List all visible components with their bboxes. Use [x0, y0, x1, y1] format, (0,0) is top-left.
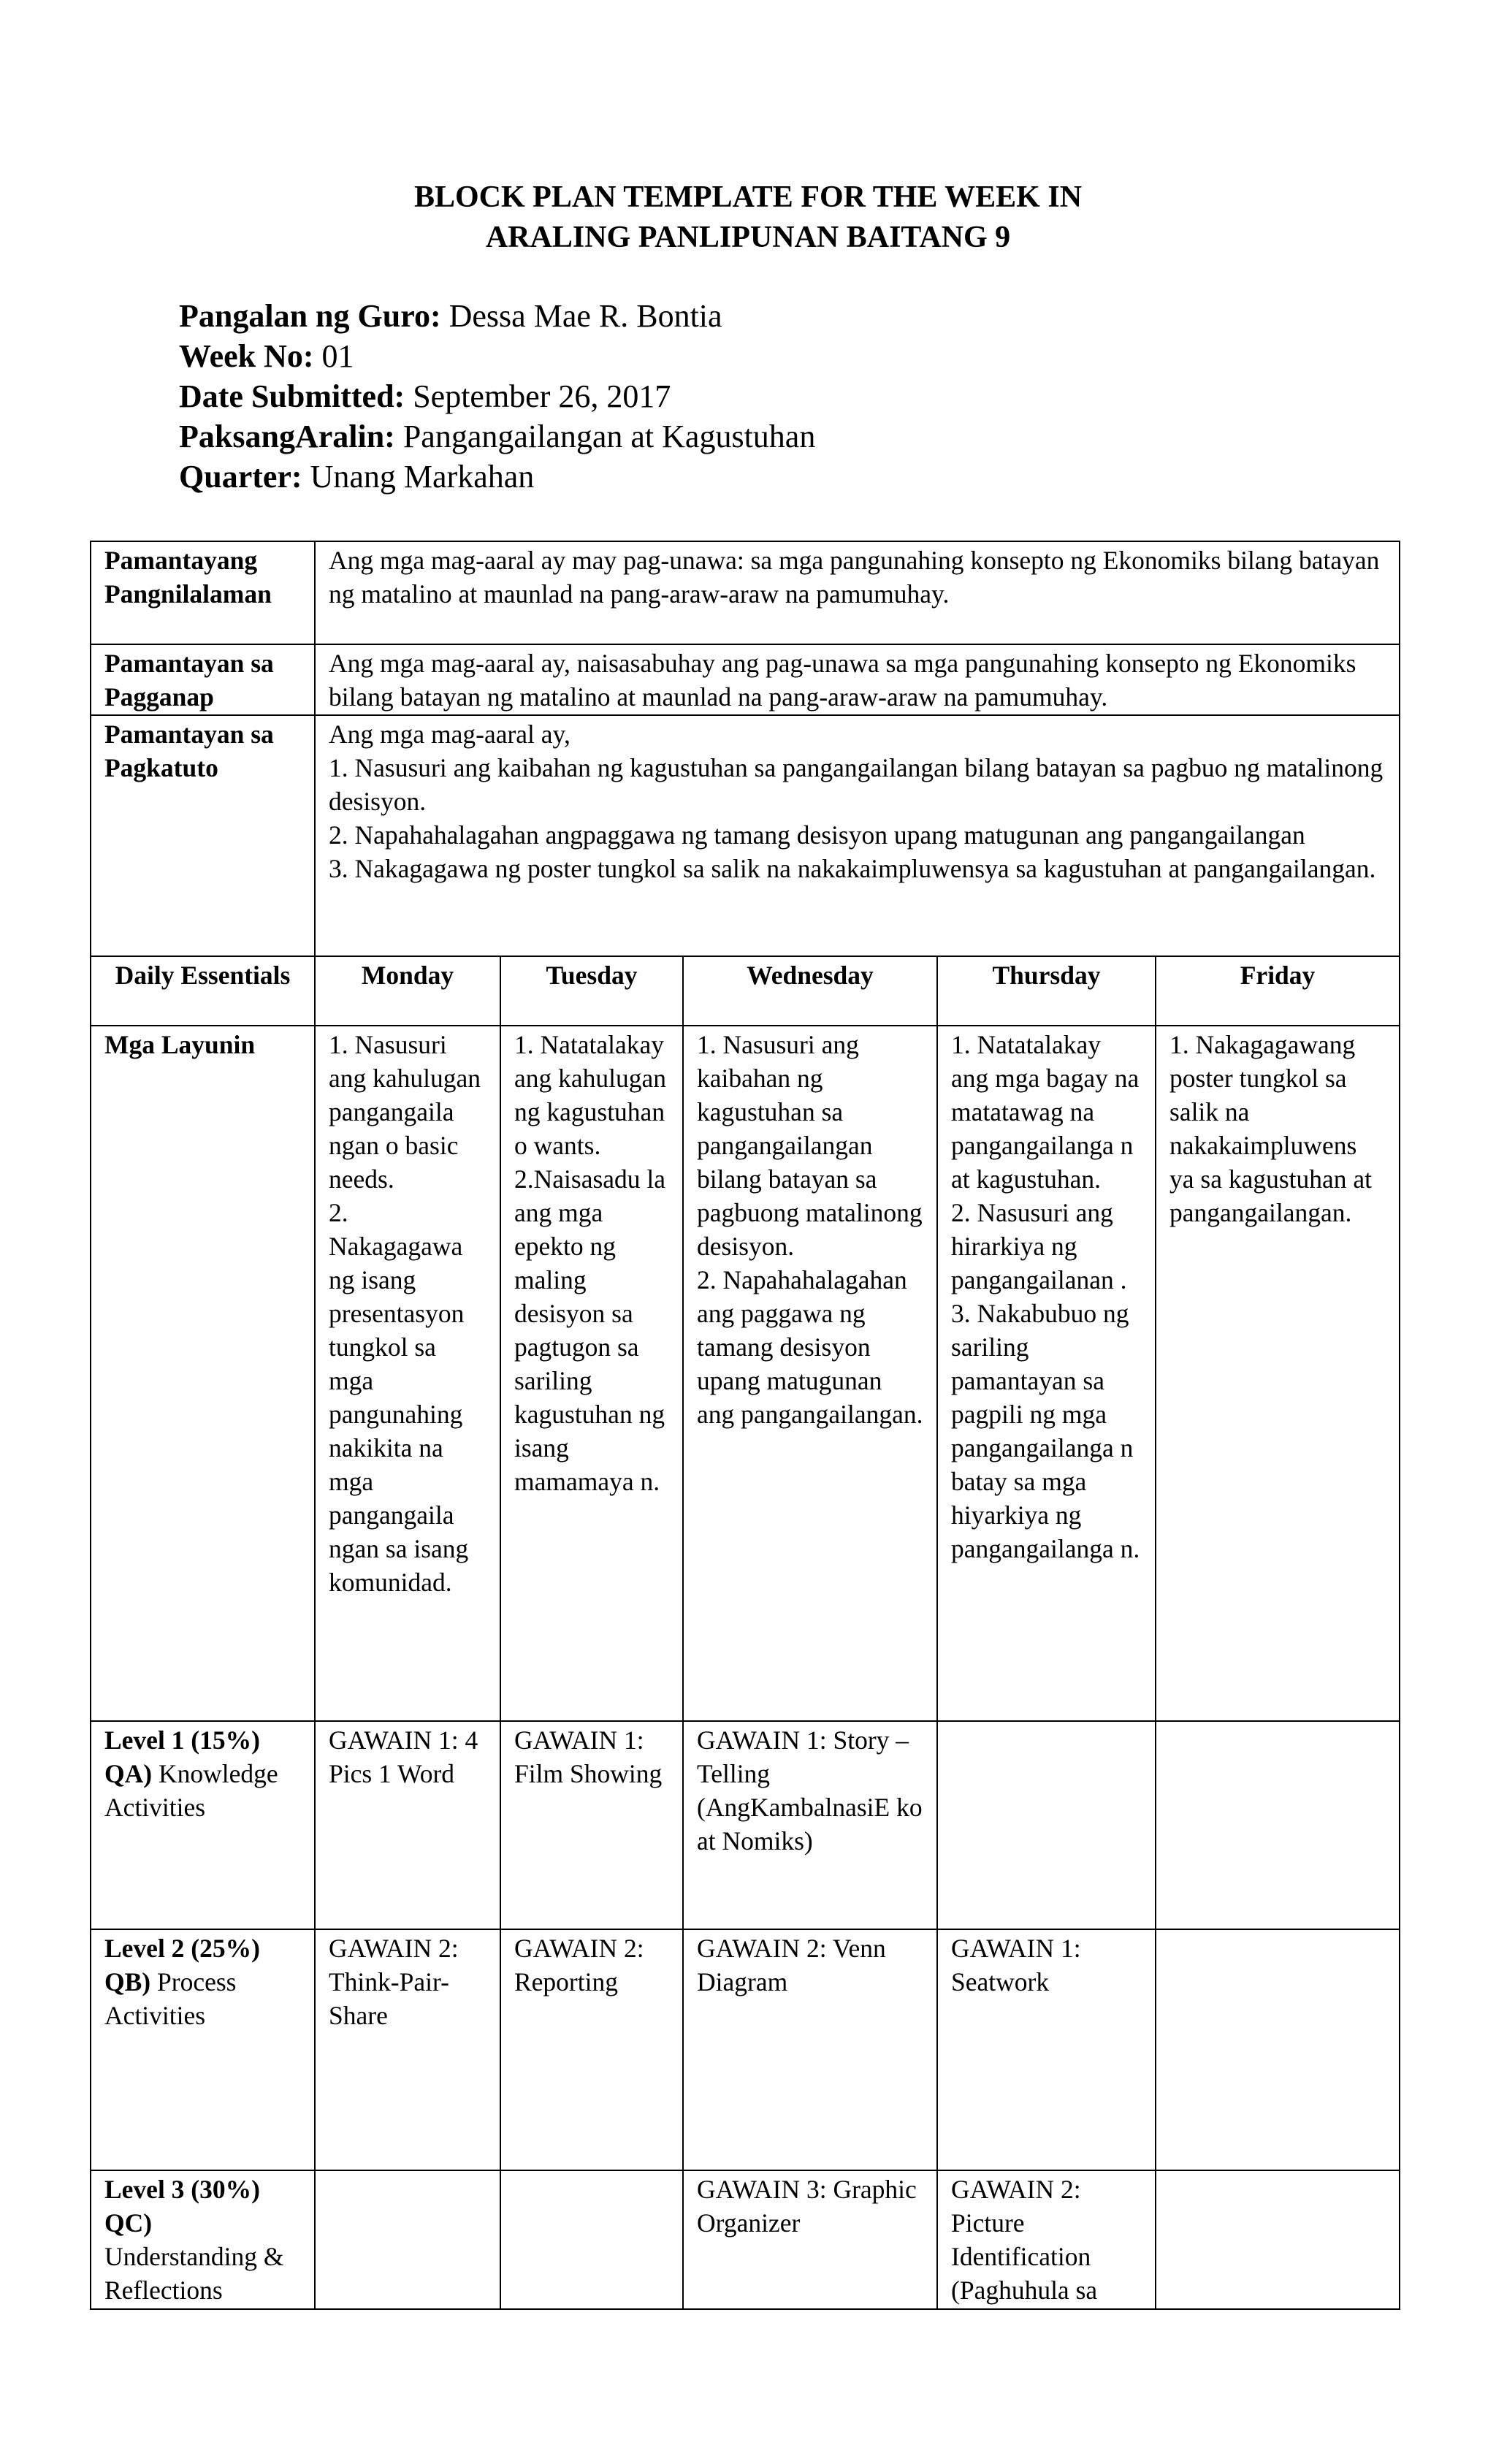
layunin-tuesday: 1. Natatalakay ang kahulugan ng kagustuhan o wants. 2.Naisasadu la ang mga epekto ng maling desisyon sa pagtugon sa sariling kagustuhan ng isang mamamaya n.: [500, 1026, 683, 1721]
level2-monday: GAWAIN 2: Think-Pair-Share: [315, 1929, 500, 2170]
meta-date: Date Submitted: September 26, 2017: [179, 378, 671, 414]
pagkatuto-text: Ang mga mag-aaral ay, 1. Nasusuri ang kaibahan ng kagustuhan sa pangangailangan bilang batayan sa pagbuo ng matalinong desisyon. 2. Napahahalagahan angpaggawa ng tamang desisyon upang matugunan ang pangangailangan 3. Nakagagawa ng poster tungkol sa salik na nakakaimpluwensya sa kagustuhan at pangangailangan.: [315, 715, 1400, 956]
layunin-friday: 1. Nakagagawang poster tungkol sa salik na nakakaimpluwens ya sa kagustuhan at pangangailangan.: [1156, 1026, 1400, 1721]
level3-monday: [315, 2170, 500, 2309]
level1-thursday: [937, 1721, 1156, 1929]
row-label: Pamantayang Pangnilalaman: [91, 541, 315, 644]
day-header-wednesday: Wednesday: [683, 956, 937, 1026]
document-title: [0, 178, 1496, 258]
layunin-wednesday: 1. Nasusuri ang kaibahan ng kagustuhan sa pangangailangan bilang batayan sa pagbuong matalinong desisyon. 2. Napahahalagahan ang paggawa ng tamang desisyon upang matugunan ang pangangailangan.: [683, 1026, 937, 1721]
level1-monday: GAWAIN 1: 4 Pics 1 Word: [315, 1721, 500, 1929]
meta-teacher: Pangalan ng Guro: Dessa Mae R. Bontia: [179, 298, 722, 334]
title-line-1: BLOCK PLAN TEMPLATE FOR THE WEEK IN: [413, 180, 1083, 214]
level3-friday: [1156, 2170, 1400, 2309]
table-row-layunin: [91, 1026, 1400, 1721]
table-row-level-1: [91, 1721, 1400, 1929]
level2-friday: [1156, 1929, 1400, 2170]
row-label: Pamantayan sa Pagganap: [91, 644, 315, 715]
row-label: Mga Layunin: [91, 1026, 315, 1721]
table-row-level-2: [91, 1929, 1400, 2170]
meta-quarter: Quarter: Unang Markahan: [179, 459, 535, 495]
meta-topic: PaksangAralin: Pangangailangan at Kagustuhan: [179, 419, 816, 454]
table-row-days-header: [91, 956, 1400, 1026]
layunin-thursday: 1. Natatalakay ang mga bagay na matatawag na pangangailanga n at kagustuhan. 2. Nasusuri ang hirarkiya ng pangangailanan . 3. Nakabubuo ng sariling pamantayan sa pagpili ng mga pangangailanga n batay sa mga hiyarkiya ng pangangailanga n.: [937, 1026, 1156, 1721]
level2-tuesday: GAWAIN 2: Reporting: [500, 1929, 683, 2170]
row-label: Level 3 (30%) QC) Understanding & Reflections: [91, 2170, 315, 2309]
level1-tuesday: GAWAIN 1: Film Showing: [500, 1721, 683, 1929]
level1-wednesday: GAWAIN 1: Story – Telling (AngKambalnasiE ko at Nomiks): [683, 1721, 937, 1929]
daily-essentials-header: Daily Essentials: [91, 956, 315, 1026]
level2-wednesday: GAWAIN 2: Venn Diagram: [683, 1929, 937, 2170]
table-row-pagganap: [91, 644, 1400, 715]
teacher-info: [179, 296, 815, 497]
level3-tuesday: [500, 2170, 683, 2309]
day-header-monday: Monday: [315, 956, 500, 1026]
block-plan-table: [90, 541, 1400, 2310]
table-row-level-3: [91, 2170, 1400, 2309]
day-header-thursday: Thursday: [937, 956, 1156, 1026]
day-header-tuesday: Tuesday: [500, 956, 683, 1026]
row-label: Pamantayan sa Pagkatuto: [91, 715, 315, 956]
level3-thursday: GAWAIN 2: Picture Identification (Paghuhula sa: [937, 2170, 1156, 2309]
meta-week: Week No: 01: [179, 338, 354, 374]
title-line-2: ARALING PANLIPUNAN BAITANG 9: [485, 221, 1011, 254]
layunin-monday: 1. Nasusuri ang kahulugan pangangaila ngan o basic needs. 2. Nakagagawa ng isang presentasyon tungkol sa mga pangunahing nakikita na mga pangangaila ngan sa isang komunidad.: [315, 1026, 500, 1721]
row-label: Level 2 (25%) QB) Process Activities: [91, 1929, 315, 2170]
day-header-friday: Friday: [1156, 956, 1400, 1026]
level1-friday: [1156, 1721, 1400, 1929]
row-label: Level 1 (15%) QA) Knowledge Activities: [91, 1721, 315, 1929]
standard-text: Ang mga mag-aaral ay may pag-unawa: sa mga pangunahing konsepto ng Ekonomiks bilang batayan ng matalino at maunlad na pang-araw-araw na pamumuhay.: [315, 541, 1400, 644]
standard-text: Ang mga mag-aaral ay, naisasabuhay ang pag-unawa sa mga pangunahing konsepto ng Ekonomiks bilang batayan ng matalino at maunlad na pang-araw-araw na pamumuhay.: [315, 644, 1400, 715]
table-row-pagkatuto: [91, 715, 1400, 956]
level2-thursday: GAWAIN 1: Seatwork: [937, 1929, 1156, 2170]
level3-wednesday: GAWAIN 3: Graphic Organizer: [683, 2170, 937, 2309]
table-row-pangnilalaman: [91, 541, 1400, 644]
